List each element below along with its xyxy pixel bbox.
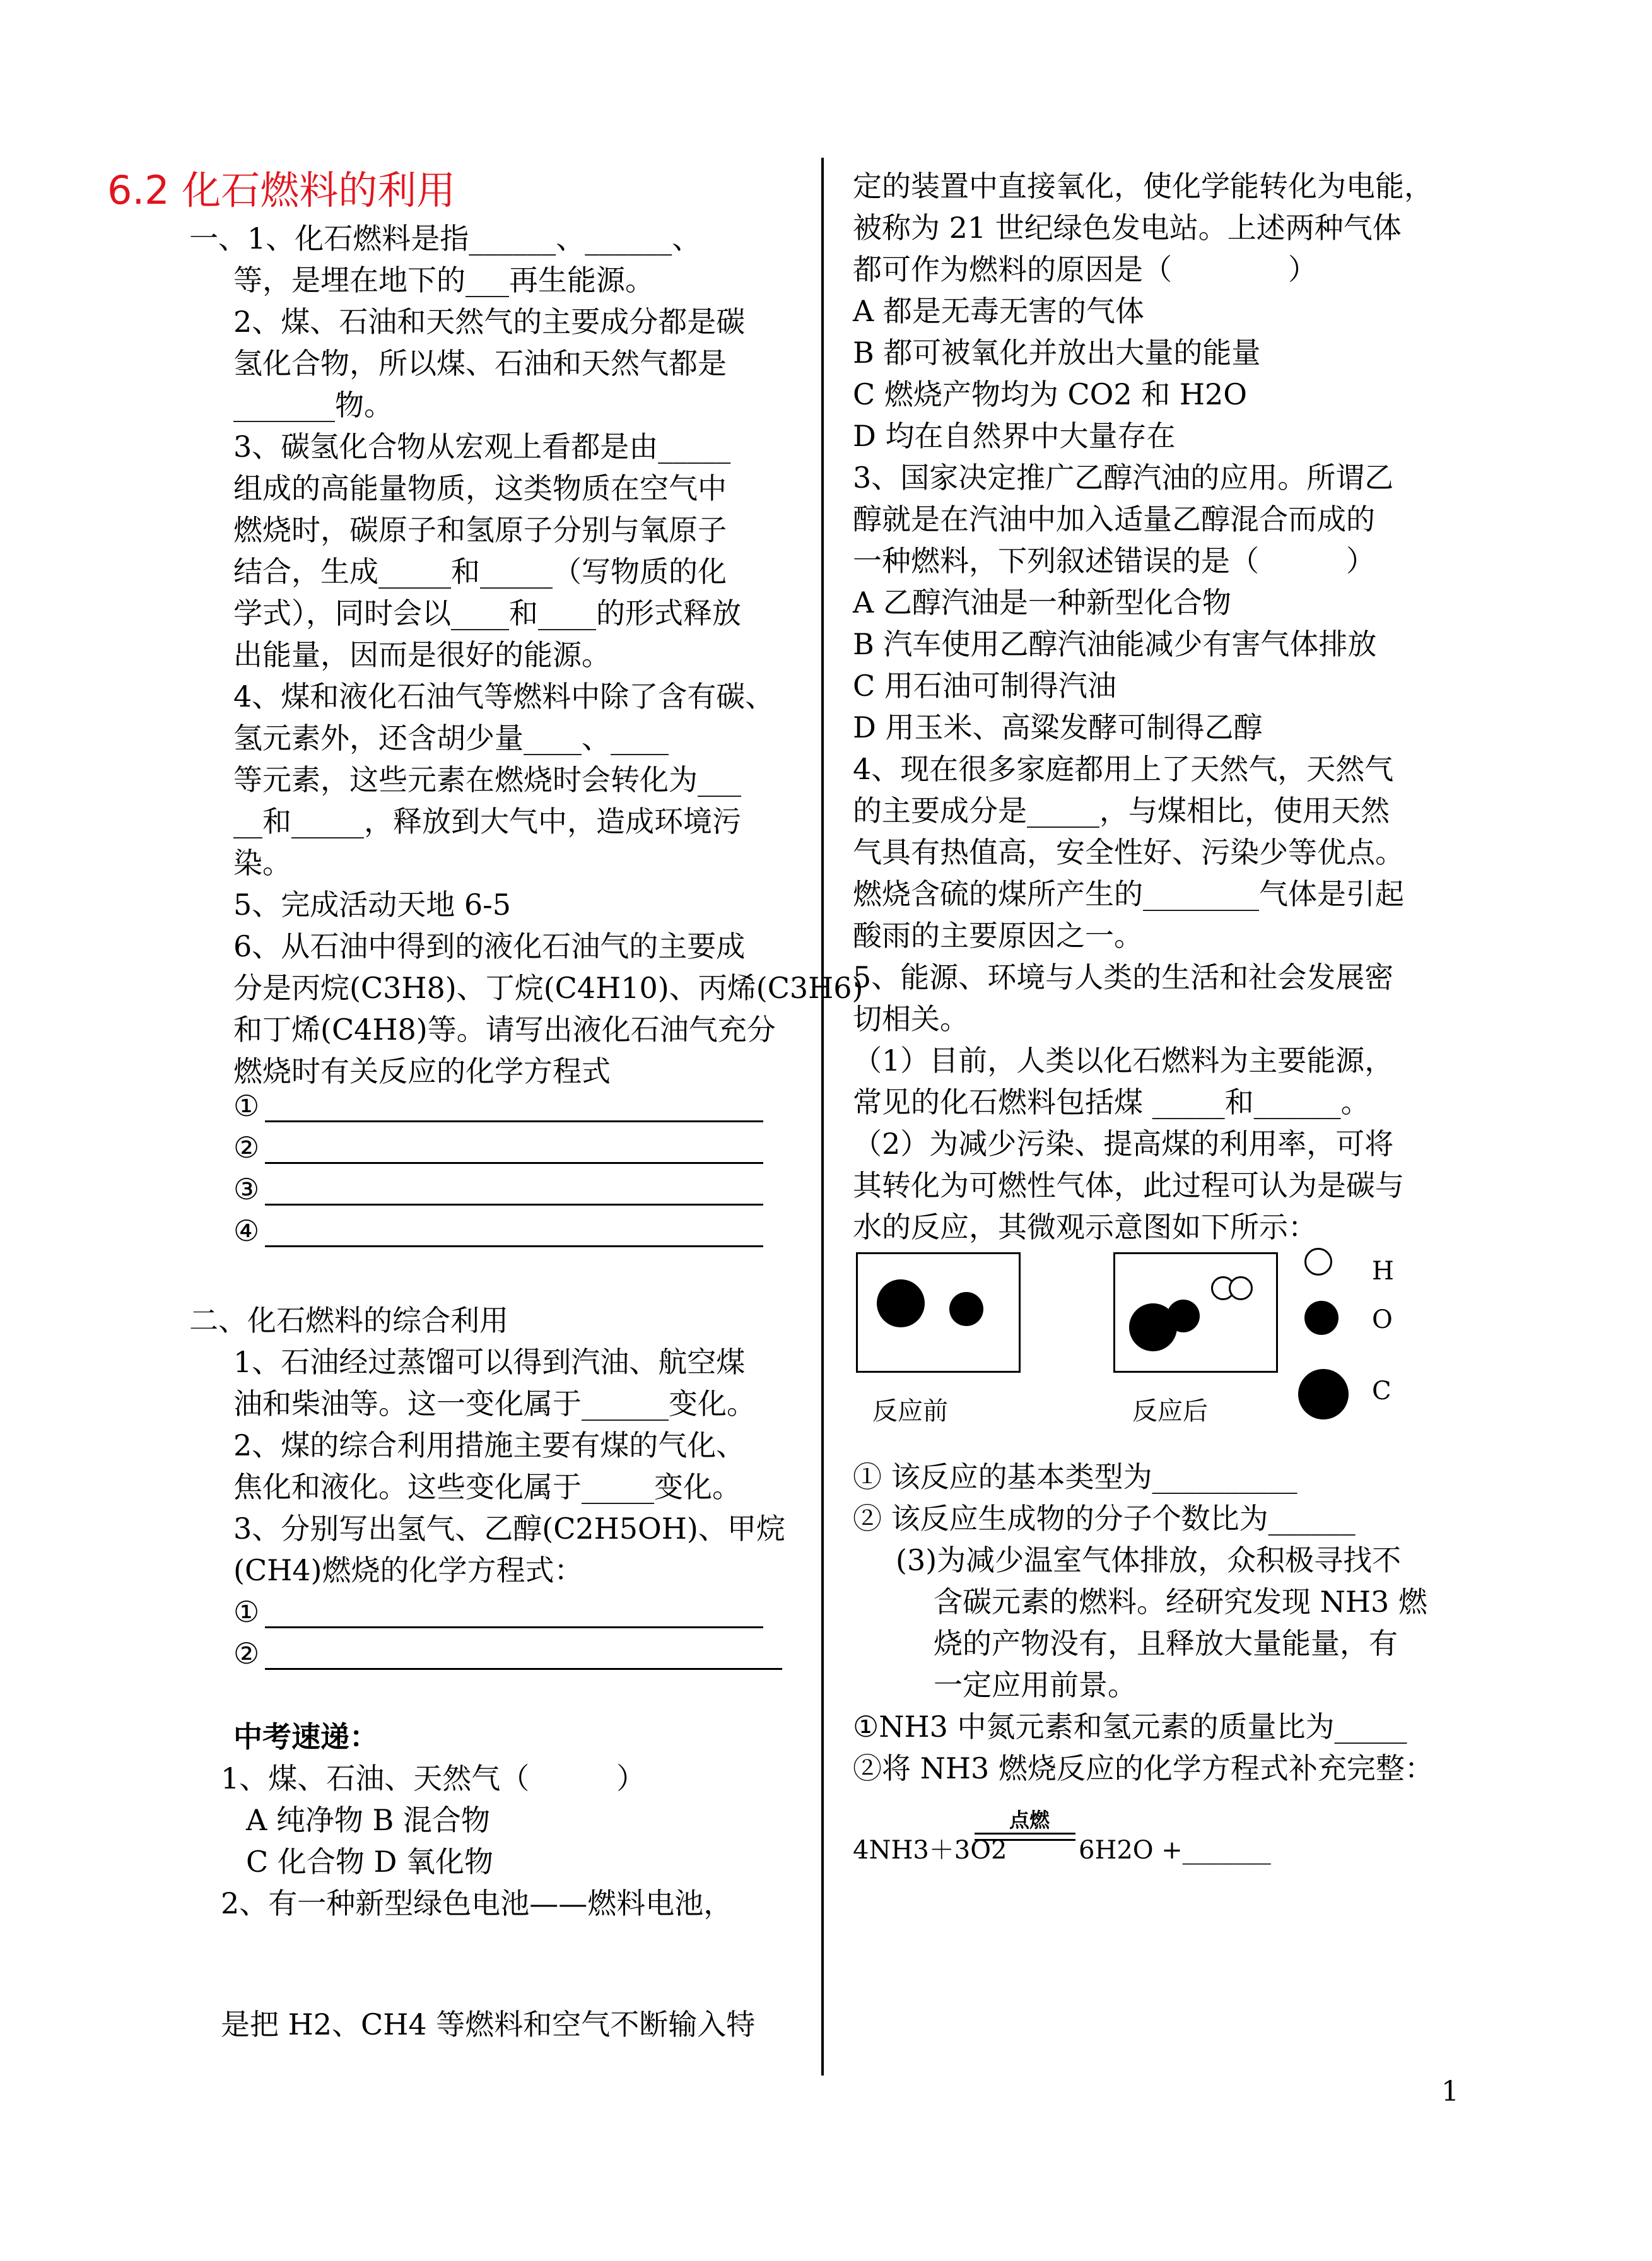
legend-carbon-atom — [1298, 1369, 1349, 1419]
equation-arrow-line — [975, 1833, 1075, 1835]
answer-line — [265, 1245, 763, 1247]
right-text-line: 一种燃料，下列叙述错误的是（ ） — [853, 544, 1375, 578]
right-text-line: ②将 NH3 燃烧反应的化学方程式补充完整： — [853, 1751, 1434, 1785]
left-text-line: __和_____，释放到大气中，造成环境污 — [233, 804, 741, 838]
answer-line — [265, 1120, 763, 1122]
right-text-line: 烧的产物没有，且释放大量能量，有 — [934, 1626, 1398, 1660]
answer-marker: ① — [233, 1595, 260, 1629]
after-label: 反应后 — [1132, 1397, 1208, 1426]
equation-condition: 点燃 — [1009, 1808, 1050, 1832]
right-text-line: 4、现在很多家庭都用上了天然气，天然气 — [853, 752, 1394, 786]
left-text-line: 焦化和液化。这些变化属于_____变化。 — [233, 1470, 741, 1504]
right-text-line: 一定应用前景。 — [934, 1668, 1137, 1702]
left-text-line: (CH4)燃烧的化学方程式： — [233, 1553, 583, 1587]
equation-arrow-line — [975, 1839, 1075, 1841]
oxygen-atom — [949, 1292, 983, 1326]
right-text-line: 的主要成分是_____，与煤相比，使用天然 — [853, 794, 1390, 828]
right-text-line: 被称为 21 世纪绿色发电站。上述两种气体 — [853, 211, 1402, 245]
left-text-line: 油和柴油等。这一变化属于______变化。 — [233, 1387, 756, 1421]
left-text-line: 氢元素外，还含胡少量____、____ — [233, 721, 669, 755]
left-text-line: 组成的高能量物质，这类物质在空气中 — [233, 471, 727, 505]
right-text-line: 3、国家决定推广乙醇汽油的应用。所谓乙 — [853, 461, 1394, 495]
before-reaction-box — [856, 1252, 1021, 1373]
left-text-line: 燃烧时有关反应的化学方程式 — [233, 1054, 611, 1088]
right-text-line: 其转化为可燃性气体，此过程可认为是碳与 — [853, 1168, 1404, 1202]
right-text-line: 水的反应，其微观示意图如下所示： — [853, 1210, 1317, 1244]
equation-right: 6H2O +_______ — [1079, 1836, 1271, 1865]
left-text-line: 2、煤、石油和天然气的主要成分都是碳 — [233, 305, 746, 339]
section-heading: 二、化石燃料的综合利用 — [189, 1303, 508, 1337]
right-text-line: 切相关。 — [853, 1002, 969, 1036]
right-text-line: ② 该反应生成物的分子个数比为______ — [853, 1501, 1356, 1536]
legend-o-label: O — [1372, 1305, 1393, 1334]
left-text-line: 分是丙烷(C3H8)、丁烷(C4H10)、丙烯(C3H6) — [233, 971, 864, 1005]
left-text-line: 2、有一种新型绿色电池——燃料电池， — [221, 1886, 733, 1920]
left-text-line: 学式），同时会以____和____的形式释放 — [233, 596, 741, 630]
answer-line — [265, 1668, 782, 1670]
page-number: 1 — [1441, 2076, 1459, 2108]
left-text-line: 3、碳氢化合物从宏观上看都是由_____ — [233, 430, 731, 464]
exam-heading: 中考速递： — [233, 1720, 378, 1754]
left-text-line: 6、从石油中得到的液化石油气的主要成 — [233, 929, 746, 963]
left-text-line: 是把 H2、CH4 等燃料和空气不断输入特 — [221, 2007, 756, 2041]
left-text-line: 1、石油经过蒸馏可以得到汽油、航空煤 — [233, 1345, 746, 1379]
column-divider — [821, 158, 824, 2076]
legend-oxygen-atom — [1304, 1301, 1339, 1335]
oxygen-atom — [1167, 1300, 1200, 1332]
right-text-line: 都可作为燃料的原因是（ ） — [853, 252, 1317, 286]
left-text-line: 和丁烯(C4H8)等。请写出液化石油气充分 — [233, 1013, 776, 1047]
right-text-line: 常见的化石燃料包括煤 _____和______。 — [853, 1085, 1370, 1119]
right-text-line: ①NH3 中氮元素和氢元素的质量比为_____ — [853, 1710, 1407, 1744]
legend-c-label: C — [1372, 1377, 1391, 1406]
left-text-line: A 纯净物 B 混合物 — [246, 1803, 490, 1837]
left-text-line: 3、分别写出氢气、乙醇(C2H5OH)、甲烷 — [233, 1512, 785, 1546]
carbon-atom — [877, 1279, 925, 1327]
left-text-line: 氢化合物，所以煤、石油和天然气都是 — [233, 346, 727, 380]
right-text-line: D 均在自然界中大量存在 — [853, 419, 1176, 453]
answer-marker: ② — [233, 1636, 260, 1671]
left-text-line: 一、1、化石燃料是指______、______、 — [189, 221, 701, 255]
right-text-line: B 汽车使用乙醇汽油能减少有害气体排放 — [853, 627, 1377, 661]
right-text-line: A 乙醇汽油是一种新型化合物 — [853, 585, 1231, 620]
left-text-line: 4、煤和液化石油气等燃料中除了含有碳、 — [233, 679, 775, 714]
right-text-line: C 用石油可制得汽油 — [853, 669, 1116, 703]
answer-marker: ① — [233, 1089, 260, 1123]
right-text-line: （1）目前，人类以化石燃料为主要能源， — [853, 1043, 1394, 1078]
answer-line — [265, 1626, 763, 1628]
left-text-line: 5、完成活动天地 6-5 — [233, 888, 511, 922]
right-text-line: 燃烧含硫的煤所产生的________气体是引起 — [853, 877, 1404, 911]
right-text-line: （2）为减少污染、提高煤的利用率，可将 — [853, 1127, 1394, 1161]
left-text-line: 1、煤、石油、天然气（ ） — [221, 1761, 646, 1795]
right-text-line: 气具有热值高，安全性好、污染少等优点。 — [853, 835, 1404, 869]
answer-marker: ③ — [233, 1172, 260, 1206]
answer-marker: ④ — [233, 1214, 260, 1248]
right-text-line: 5、能源、环境与人类的生活和社会发展密 — [853, 960, 1394, 994]
right-text-line: B 都可被氧化并放出大量的能量 — [853, 336, 1261, 370]
right-text-line: C 燃烧产物均为 CO2 和 H2O — [853, 377, 1247, 411]
left-text-line: _______物。 — [233, 388, 393, 422]
left-text-line: 燃烧时，碳原子和氢原子分别与氧原子 — [233, 513, 727, 547]
right-text-line: 醇就是在汽油中加入适量乙醇混合而成的 — [853, 502, 1375, 536]
answer-marker: ② — [233, 1130, 260, 1165]
left-text-line: 结合，生成_____和_____（写物质的化 — [233, 555, 727, 589]
equation-left: 4NH3＋3O2 — [853, 1836, 1007, 1865]
page-title: 6.2 化石燃料的利用 — [107, 167, 456, 213]
legend-hydrogen-atom — [1304, 1248, 1332, 1276]
after-reaction-box — [1113, 1252, 1278, 1373]
right-text-line: ① 该反应的基本类型为__________ — [853, 1460, 1298, 1494]
left-text-line: C 化合物 D 氧化物 — [246, 1845, 493, 1879]
right-text-line: 含碳元素的燃料。经研究发现 NH3 燃 — [934, 1585, 1427, 1619]
hydrogen-atom — [1229, 1276, 1253, 1300]
right-text-line: 定的装置中直接氧化，使化学能转化为电能， — [853, 169, 1433, 203]
right-text-line: D 用玉米、高粱发酵可制得乙醇 — [853, 710, 1263, 744]
right-text-line: A 都是无毒无害的气体 — [853, 294, 1144, 328]
right-text-line: (3)为减少温室气体排放，众积极寻找不 — [896, 1543, 1402, 1577]
left-text-line: 等元素，这些元素在燃烧时会转化为___ — [233, 763, 741, 797]
right-text-line: 酸雨的主要原因之一。 — [853, 919, 1143, 953]
legend-h-label: H — [1372, 1257, 1394, 1286]
left-text-line: 染。 — [233, 846, 291, 880]
left-text-line: 出能量，因而是很好的能源。 — [233, 638, 611, 672]
answer-line — [265, 1204, 763, 1206]
before-label: 反应前 — [872, 1397, 948, 1426]
left-text-line: 等，是埋在地下的___再生能源。 — [233, 263, 654, 297]
left-text-line: 2、煤的综合利用措施主要有煤的气化、 — [233, 1428, 746, 1462]
answer-line — [265, 1162, 763, 1164]
